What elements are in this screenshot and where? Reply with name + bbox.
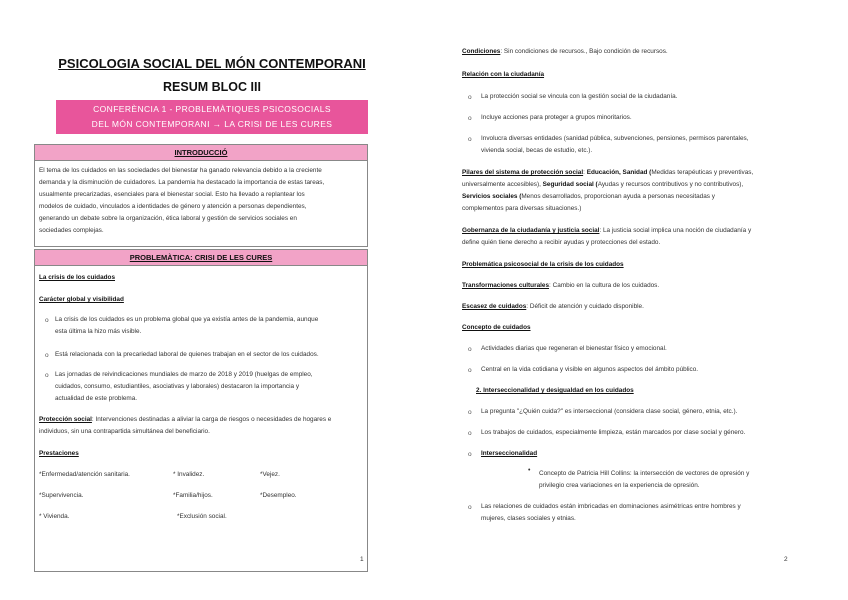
caracter-label: Carácter global y visibilidad <box>39 296 124 303</box>
rel-bullet-2: Incluye acciones para proteger a grupos minoritarios. <box>481 114 632 121</box>
inter-bullet-2: Los trabajos de cuidados, especialmente limpieza, están marcados por clase social y género. <box>481 429 746 436</box>
intro-box <box>34 161 368 247</box>
bullet-marker: o <box>468 430 472 437</box>
pilares-servicios: Servicios sociales ( <box>462 193 522 200</box>
prest-r2-c3: *Desempleo. <box>260 492 297 499</box>
pilares-line-3 <box>462 191 715 203</box>
intro-line-4: modelos de cuidado, vinculados a identidades de género y atención a personas dependientes, <box>39 203 307 210</box>
bullet-marker: o <box>468 115 472 122</box>
condiciones-line <box>462 46 668 58</box>
collins-line-2: privilegio crea variaciones en la experiencia de opresión. <box>539 482 700 489</box>
concepto-bullet-2: Central en la vida cotidiana y visible en algunos aspectos del ámbito público. <box>481 366 699 373</box>
pilares-line-4: complementos para diversas situaciones.) <box>462 205 582 212</box>
proteccion-line-2: individuos, sin una contrapartida simultánea del beneficiario. <box>39 428 210 435</box>
pilares-rest-2: Ayudas y recursos contributivos y no contributivos), <box>597 181 744 188</box>
pilares-educacion: Educación, Sanidad ( <box>586 169 652 176</box>
gobernanza-text-1: : La justicia social implica una noción de ciudadanía y <box>599 227 752 234</box>
bullet-marker: o <box>468 409 472 416</box>
transformaciones-line <box>462 280 659 292</box>
intro-line-1: El tema de los cuidados en las sociedades del bienestar ha ganado relevancia debido a la creciente <box>39 167 322 174</box>
problem-box <box>34 266 368 572</box>
bullet-3-line-2: cuidados, consumo, estudiantiles, asociativas y laborales) destacaron la importancia y <box>55 383 300 390</box>
bullet-marker: o <box>468 136 472 143</box>
prestaciones-label: Prestaciones <box>39 450 79 457</box>
concepto-bullet-1: Actividades diarias que regeneran el bienestar físico y emocional. <box>481 345 667 352</box>
bullet-marker: o <box>468 504 472 511</box>
dot-marker: • <box>528 467 531 474</box>
problematica-label: Problemática psicosocial de la crisis de los cuidados <box>462 261 624 268</box>
proteccion-line-1 <box>39 414 331 426</box>
bullet-marker: o <box>45 317 49 324</box>
rel-bullet-1: La protección social se vincula con la gestión social de la ciudadanía. <box>481 93 678 100</box>
bullet-1-line-2: esta última la hizo más visible. <box>55 328 142 335</box>
bullet-3-line-1: Las jornadas de reivindicaciones mundiales de marzo de 2018 y 2019 (huelgas de empleo, <box>55 371 313 378</box>
rel-bullet-3-line-2: vivienda social, becas de estudio, etc.). <box>481 147 593 154</box>
bullet-3-line-3: actualidad de este problema. <box>55 395 138 402</box>
page-number-2: 2 <box>784 556 788 563</box>
bullet-marker: o <box>45 372 49 379</box>
page-2 <box>424 0 848 600</box>
crisis-label: La crisis de los cuidados <box>39 274 116 281</box>
last-bullet-line-2: mujeres, clases sociales y etnias. <box>481 515 576 522</box>
document-title: PSICOLOGIA SOCIAL DEL MÓN CONTEMPORANI <box>58 56 366 71</box>
concepto-label: Concepto de cuidados <box>462 324 531 331</box>
collins-line-1: Concepto de Patricia Hill Collins: la intersección de vectores de opresión y <box>539 470 750 477</box>
rel-bullet-3-line-1: Involucra diversas entidades (sanidad pública, subvenciones, pensiones, permisos parentales, <box>481 135 749 142</box>
prest-r1-c1: *Enfermedad/atención sanitaria. <box>39 471 130 478</box>
pilares-label: Pilares del sistema de protección social <box>462 169 584 176</box>
bullet-2-line-1: Está relacionada con la precariedad laboral de quienes trabajan en el sector de los cuidados. <box>55 351 319 358</box>
bullet-marker: o <box>468 367 472 374</box>
gobernanza-line-1 <box>462 225 751 237</box>
prest-r3-c2: *Exclusión social. <box>177 513 227 520</box>
prest-r2-c2: *Familia/hijos. <box>173 492 213 499</box>
pilares-sep: : <box>583 169 587 176</box>
transformaciones-label: Transformaciones culturales <box>462 282 550 289</box>
transformaciones-text: : Cambio en la cultura de los cuidados. <box>549 282 660 289</box>
prest-r2-c1: *Supervivencia. <box>39 492 84 499</box>
interseccionalidad-label: Interseccionalidad <box>481 450 538 457</box>
last-bullet-line-1: Las relaciones de cuidados están imbricadas en dominaciones asimétricas entre hombres y <box>481 503 741 510</box>
proteccion-text-1: : Intervenciones destinadas a aliviar la carga de riesgos o necesidades de hogares e <box>91 416 332 423</box>
bullet-marker: o <box>45 352 49 359</box>
bullet-marker: o <box>468 346 472 353</box>
prest-r1-c2: * Invalidez. <box>173 471 205 478</box>
gobernanza-label: Gobernanza de la ciudadanía y justicia social <box>462 227 600 234</box>
intro-heading: INTRODUCCIÓ <box>34 144 368 161</box>
page-number-1: 1 <box>360 556 364 563</box>
numbered-heading: 2. Interseccionalidad y desigualdad en los cuidados <box>476 387 634 394</box>
inter-bullet-1: La pregunta "¿Quién cuida?" es interseccional (considera clase social, género, etnia, etc.). <box>481 408 738 415</box>
intro-line-5: generando un debate sobre la organización, ética laboral y gestión de servicios sociales en <box>39 215 297 222</box>
conference-banner <box>56 100 368 134</box>
pilares-rest-1: Medidas terapéuticas y preventivas, <box>651 169 754 176</box>
intro-line-2: demanda y la disminución de cuidadores. La pandemia ha destacado la importancia de estas tareas, <box>39 179 325 186</box>
problem-heading: PROBLEMÀTICA: CRISI DE LES CURES <box>34 249 368 266</box>
banner-line-1: CONFERÈNCIA 1 - PROBLEMÀTIQUES PSICOSOCIALS <box>93 104 331 114</box>
relacion-label: Relación con la ciudadanía <box>462 71 545 78</box>
pilares-rest-3: Menos desarrollados, proporcionan ayuda a personas necesitadas y <box>521 193 715 200</box>
pilares-line-2 <box>462 179 743 191</box>
bullet-1-line-1: La crisis de los cuidados es un problema global que ya existía antes de la pandemia, aunque <box>55 316 319 323</box>
condiciones-label: Condiciones <box>462 48 501 55</box>
banner-line-2: DEL MÓN CONTEMPORANI → LA CRISI DE LES CURES <box>91 119 333 129</box>
proteccion-label: Protección social <box>39 416 92 423</box>
pilares-seguridad: Seguridad social ( <box>542 181 598 188</box>
bullet-marker: o <box>468 94 472 101</box>
pilares-line-1 <box>462 167 753 179</box>
prest-r1-c3: *Vejez. <box>260 471 280 478</box>
document-subtitle: RESUM BLOC III <box>163 80 261 94</box>
intro-line-6: sociedades complejas. <box>39 227 104 234</box>
bullet-marker: o <box>468 451 472 458</box>
escasez-line <box>462 301 644 313</box>
prest-r3-c1: * Vivienda. <box>39 513 70 520</box>
escasez-text: : Déficit de atención y cuidado disponible. <box>526 303 644 310</box>
gobernanza-line-2: define quién tiene derecho a recibir ayudas y protecciones del estado. <box>462 239 661 246</box>
escasez-label: Escasez de cuidados <box>462 303 527 310</box>
pilares-pre-2: universalmente accesibles), <box>462 181 543 188</box>
intro-line-3: usualmente precarizadas, esenciales para el bienestar social. Esto ha llevado a replantear los <box>39 191 305 198</box>
condiciones-text: : Sin condiciones de recursos., Bajo condición de recursos. <box>500 48 668 55</box>
